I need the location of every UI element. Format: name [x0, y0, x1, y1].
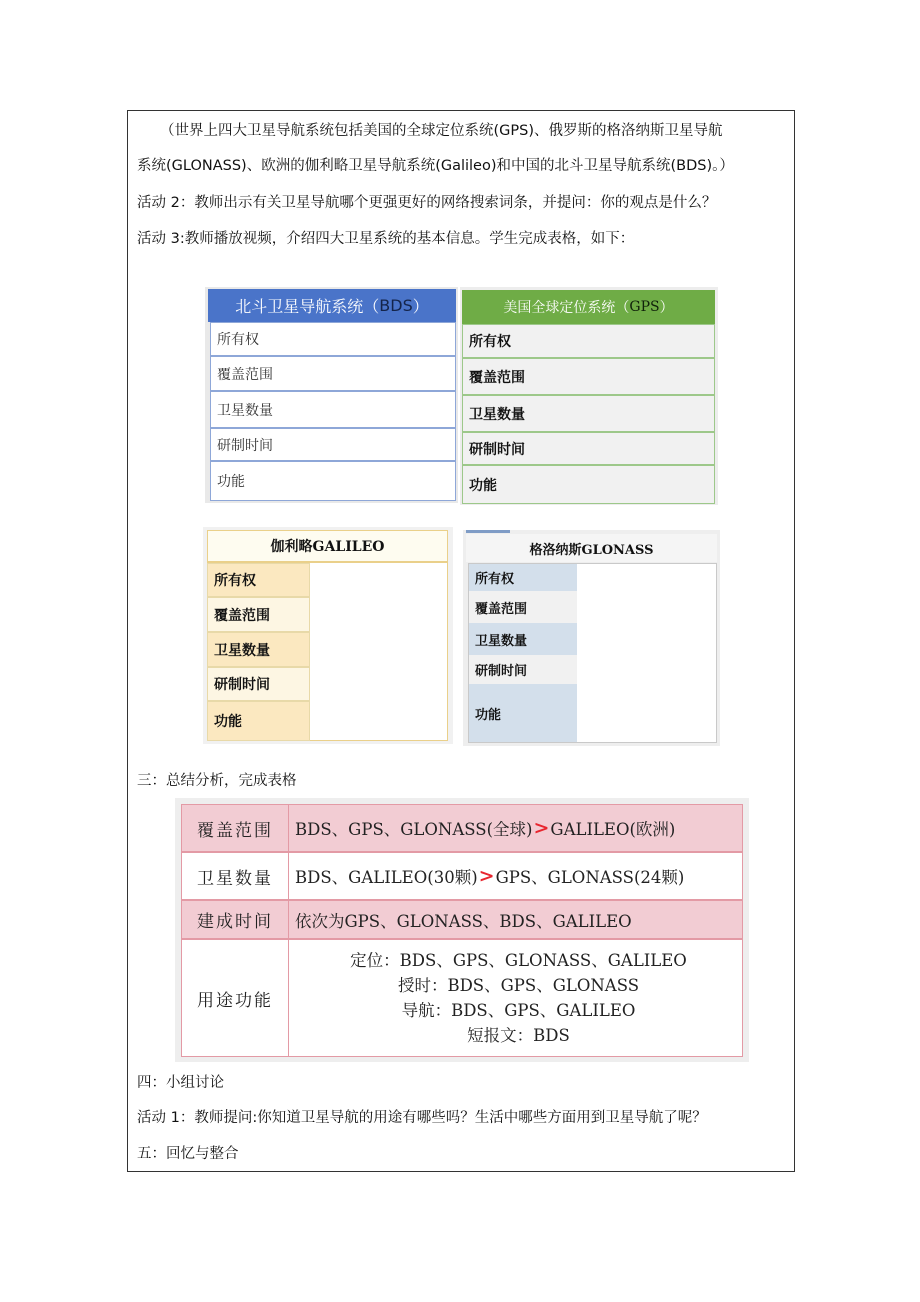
uses-line-navigation: 导航：BDS、GPS、GALILEO	[401, 1001, 636, 1020]
gps-table-title	[462, 290, 715, 324]
coverage-right: GALILEO(欧洲)	[550, 820, 676, 839]
section-3-heading: 三：总结分析，完成表格	[137, 773, 297, 789]
galileo-row-satellites: 卫星数量	[207, 632, 310, 667]
bds-table-title	[208, 289, 456, 322]
greater-than-sign: >	[478, 865, 495, 887]
glonass-row-dev-time: 研制时间	[469, 655, 577, 684]
summary-row-satellites	[181, 852, 743, 900]
activity-2-text: 活动 2：教师出示有关卫星导航哪个更强更好的网络搜索词条，并提问：你的观点是什么？	[137, 195, 717, 211]
summary-content-uses	[289, 940, 742, 1056]
bds-row-dev-time: 研制时间	[210, 428, 456, 461]
glonass-row-function: 功能	[469, 684, 577, 742]
glonass-row-satellites: 卫星数量	[469, 623, 577, 655]
summary-label-coverage: 覆盖范围	[182, 805, 289, 851]
satellites-left: BDS、GALILEO(30颗)	[295, 868, 478, 887]
glonass-table-title: 格洛纳斯GLONASS	[466, 534, 717, 562]
summary-row-coverage	[181, 804, 743, 852]
activity-1-text: 活动 1：教师提问:你知道卫星导航的用途有哪些吗？生活中哪些方面用到卫星导航了呢？	[137, 1110, 707, 1126]
summary-label-uses: 用途功能	[182, 940, 289, 1056]
greater-than-sign: >	[533, 817, 550, 839]
summary-row-uses	[181, 939, 743, 1057]
galileo-row-ownership: 所有权	[207, 563, 310, 597]
summary-content-built: 依次为GPS、GLONASS、BDS、GALILEO	[295, 911, 632, 931]
gps-row-dev-time: 研制时间	[462, 432, 715, 465]
galileo-row-coverage: 覆盖范围	[207, 597, 310, 632]
uses-line-short-message: 短报文：BDS	[467, 1026, 570, 1045]
gps-row-coverage: 覆盖范围	[462, 358, 715, 395]
summary-label-built: 建成时间	[182, 901, 289, 938]
gps-title-prefix: 美国全球定位系统（	[503, 300, 630, 316]
section-4-heading: 四：小组讨论	[137, 1075, 224, 1091]
intro-line-2: 系统(GLONASS)、欧洲的伽利略卫星导航系统(Galileo)和中国的北斗卫星导航系统(BDS)。）	[137, 158, 734, 174]
galileo-row-dev-time: 研制时间	[207, 667, 310, 701]
intro-line-1: （世界上四大卫星导航系统包括美国的全球定位系统(GPS)、俄罗斯的格洛纳斯卫星导航	[160, 123, 723, 139]
uses-line-timing: 授时：BDS、GPS、GLONASS	[397, 976, 640, 995]
gps-row-ownership: 所有权	[462, 324, 715, 358]
satellites-right: GPS、GLONASS(24颗)	[495, 868, 685, 887]
gps-title-suffix: ）	[659, 300, 674, 316]
uses-line-positioning: 定位：BDS、GPS、GLONASS、GALILEO	[350, 951, 687, 970]
galileo-row-function: 功能	[207, 701, 310, 741]
bds-title-prefix: 北斗卫星导航系统（	[235, 297, 380, 316]
bds-title-em: BDS	[379, 296, 413, 315]
coverage-left: BDS、GPS、GLONASS(全球)	[295, 820, 533, 839]
summary-content-satellites	[289, 853, 742, 899]
gps-title-em: GPS	[629, 299, 660, 315]
activity-3-text: 活动 3:教师播放视频，介绍四大卫星系统的基本信息。学生完成表格，如下：	[137, 231, 635, 247]
bds-title-suffix: ）	[412, 297, 429, 316]
section-5-heading: 五：回忆与整合	[137, 1146, 239, 1162]
glonass-row-ownership: 所有权	[469, 564, 577, 591]
summary-row-built	[181, 900, 743, 939]
glonass-header-strip	[466, 530, 510, 533]
bds-row-function: 功能	[210, 461, 456, 501]
galileo-table-title: 伽利略GALILEO	[207, 530, 448, 562]
bds-row-ownership: 所有权	[210, 322, 456, 356]
bds-row-coverage: 覆盖范围	[210, 356, 456, 391]
gps-row-satellites: 卫星数量	[462, 395, 715, 432]
summary-label-satellites: 卫星数量	[182, 853, 289, 899]
bds-row-satellites: 卫星数量	[210, 391, 456, 428]
summary-content-coverage	[289, 805, 742, 851]
glonass-row-coverage: 覆盖范围	[469, 591, 577, 623]
gps-row-function: 功能	[462, 465, 715, 504]
